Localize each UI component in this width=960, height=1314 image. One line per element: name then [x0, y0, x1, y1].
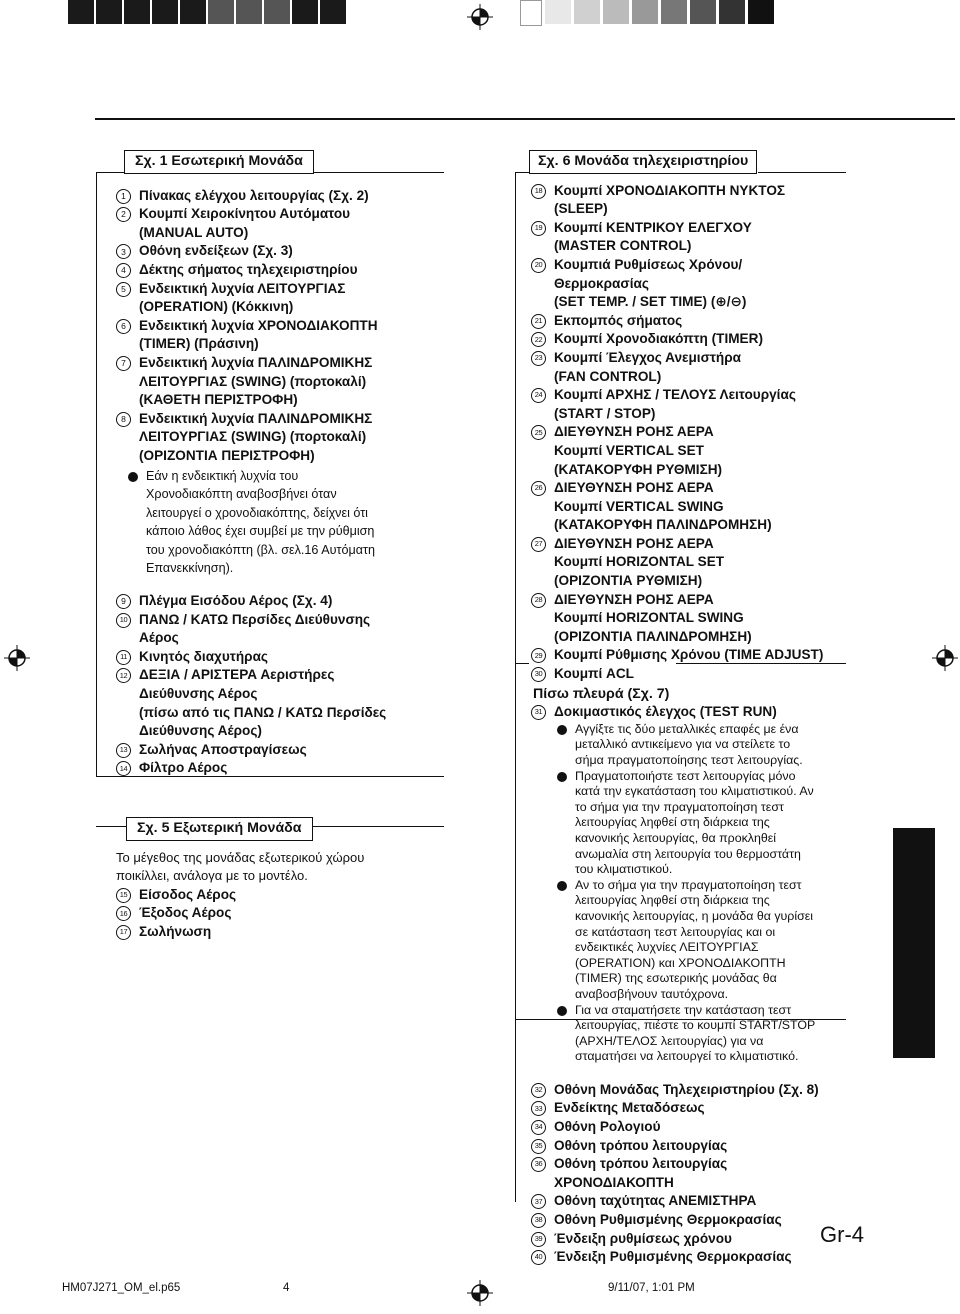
item-text [554, 1248, 792, 1267]
item-line: Ένδειξη ρυθμίσεως χρόνου [554, 1230, 732, 1246]
swatch-dark [152, 0, 178, 24]
list-item [531, 703, 849, 722]
item-line: Διεύθυνσης Αέρος) [139, 723, 262, 739]
item-line: ΔΙΕΥΘΥΝΣΗ ΡΟΗΣ ΑΕΡΑ [554, 424, 714, 440]
list-item [531, 330, 849, 349]
item-line: Κουμπί ACL [554, 666, 634, 682]
item-line: (MANUAL AUTO) [139, 224, 249, 240]
item-text [139, 741, 307, 760]
list-item [531, 182, 849, 219]
text-line: (ΑΡΧΗ/ΤΕΛΟΣ λειτουργίας) για να [575, 1033, 764, 1048]
list-item [531, 1081, 849, 1100]
item-text [139, 886, 236, 905]
text-line: λειτουργίας, πιέστε το κουμπί START/STOP [575, 1018, 816, 1033]
item-text [554, 219, 752, 256]
item-number-badge: 22 [531, 332, 546, 347]
item-text [554, 535, 724, 591]
item-number-badge: 11 [116, 650, 131, 665]
list-item [116, 648, 456, 667]
item-number-badge: 7 [116, 356, 131, 371]
item-number-badge: 31 [531, 705, 546, 720]
text-line: αναβοσβήνουν ταυτόχρονα. [575, 986, 729, 1001]
item-line: Οθόνη τρόπου λειτουργίας [554, 1137, 728, 1153]
item-line: ΛΕΙΤΟΥΡΓΙΑΣ (SWING) (πορτοκαλί) [139, 429, 367, 445]
text-line: Αγγίξτε τις δύο μεταλλικές επαφές με ένα [575, 721, 799, 736]
list-item [531, 1192, 849, 1211]
item-number-badge: 19 [531, 221, 546, 236]
item-text [554, 312, 682, 331]
item-text [554, 1118, 661, 1137]
swatch-dark [124, 0, 150, 24]
list-item [531, 256, 849, 312]
item-text [554, 349, 741, 386]
list-item [116, 886, 456, 905]
outdoor-unit-parts-list [116, 886, 456, 942]
text-line: Εάν η ενδεικτική λυχνία του [146, 468, 299, 483]
swatch-dark [180, 0, 206, 24]
item-line: Οθόνη ταχύτητας ΑΝΕΜΙΣΤΗΡΑ [554, 1193, 757, 1209]
swatch-dark [320, 0, 346, 24]
item-line: (TIMER) (Πράσινη) [139, 336, 259, 352]
item-number-badge: 8 [116, 412, 131, 427]
text-line: κάποιο λάθος έχει συμβεί με την ρύθμιση [146, 524, 375, 539]
item-line: (SLEEP) [554, 201, 608, 217]
item-number-badge: 3 [116, 244, 131, 259]
item-number-badge: 26 [531, 481, 546, 496]
item-line: Κουμπί Ρύθμισης Χρόνου (TIME ADJUST) [554, 647, 824, 663]
list-item [116, 741, 456, 760]
item-text [139, 904, 231, 923]
list-item [116, 592, 456, 611]
item-text [554, 479, 772, 535]
list-item [531, 349, 849, 386]
item-line: Αέρος [139, 630, 179, 646]
item-line: (OPERATION) (Κόκκινη) [139, 299, 294, 315]
item-line: Έξοδος Αέρος [139, 905, 232, 921]
item-number-badge: 33 [531, 1101, 546, 1116]
item-line: Θερμοκρασίας [554, 275, 649, 291]
item-line: Κουμπί Έλεγχος Ανεμιστήρα [554, 349, 741, 365]
text-line: λειτουργίας ληφθεί στη διάρκεια της [575, 815, 770, 830]
section-frame-line [515, 172, 529, 173]
list-item [531, 665, 849, 684]
list-item [531, 591, 849, 647]
registration-mark-icon [467, 4, 493, 30]
text-line: κανονικής λειτουργίας, θα προκληθεί [575, 830, 777, 845]
indoor-unit-parts-list-2 [116, 592, 456, 778]
text-line: ανωμαλία στη λειτουργία του θερμοστάτη [575, 846, 801, 861]
item-text [554, 1081, 819, 1100]
footer-date: 9/11/07, 1:01 PM [608, 1282, 695, 1294]
section-frame-line [515, 663, 529, 664]
item-line: Κουμπί HORIZONTAL SWING [554, 610, 744, 626]
left-column [116, 150, 456, 942]
item-line: Ενδείκτης Μεταδόσεως [554, 1100, 705, 1116]
item-line: Κουμπί ΑΡΧΗΣ / ΤΕΛΟΥΣ Λειτουργίας [554, 387, 796, 403]
item-text [554, 1211, 782, 1230]
item-line: Οθόνη Μονάδας Τηλεχειριστηρίου (Σχ. 8) [554, 1081, 819, 1097]
list-item [116, 759, 456, 778]
text-line: λειτουργεί ο χρονοδιακόπτης, δείχνει ότι [146, 505, 368, 520]
swatch-light [603, 0, 629, 24]
item-number-badge: 16 [116, 906, 131, 921]
bullet-icon [557, 1006, 567, 1016]
swatch-dark [96, 0, 122, 24]
item-line: Κουμπιά Ρυθμίσεως Χρόνου/ [554, 256, 743, 272]
test-run-note [557, 769, 859, 878]
bullet-icon [557, 772, 567, 782]
item-text [554, 1099, 705, 1118]
item-line: (ΚΑΤΑΚΟΡΥΦΗ ΡΥΘΜΙΣΗ) [554, 461, 723, 477]
item-number-badge: 4 [116, 263, 131, 278]
item-line: Φίλτρο Αέρος [139, 760, 228, 776]
page-number: Gr-4 [820, 1222, 864, 1247]
item-line: Σωλήνωση [139, 923, 212, 939]
test-run-note [557, 722, 859, 769]
item-text [554, 1137, 727, 1156]
list-item [116, 317, 456, 354]
swatch-mid [264, 0, 290, 24]
test-run-note [557, 1003, 859, 1065]
item-text [554, 703, 777, 722]
item-line: ΠΑΝΩ / ΚΑΤΩ Περσίδες Διεύθυνσης [139, 611, 371, 627]
item-number-badge: 38 [531, 1213, 546, 1228]
item-line: (ΟΡΙΖΟΝΤΙΑ ΠΑΛΙΝΔΡΟΜΗΣΗ) [554, 628, 752, 644]
test-run-notes [557, 722, 859, 1065]
text-line: το σήμα για την πραγματοποίηση τεστ [575, 799, 784, 814]
item-number-badge: 32 [531, 1083, 546, 1098]
item-line: Εκπομπός σήματος [554, 312, 683, 328]
registration-mark-icon [4, 645, 30, 671]
list-item [531, 219, 849, 256]
item-number-badge: 9 [116, 594, 131, 609]
header-rule [95, 118, 955, 120]
list-item [531, 535, 849, 591]
list-item [116, 242, 456, 261]
text-line: μεταλλικό αντικείμενο για να στείλετε το [575, 737, 791, 752]
item-line: Ενδεικτική λυχνία ΛΕΙΤΟΥΡΓΙΑΣ [139, 280, 346, 296]
item-text [554, 1192, 756, 1211]
item-text [554, 646, 823, 665]
item-line: ΔΙΕΥΘΥΝΣΗ ΡΟΗΣ ΑΕΡΑ [554, 591, 714, 607]
item-line: (ΚΑΤΑΚΟΡΥΦΗ ΠΑΛΙΝΔΡΟΜΗΣΗ) [554, 517, 772, 533]
text-line: ενδεικτικές λυχνίες ΛΕΙΤΟΥΡΓΙΑΣ [575, 940, 759, 955]
list-item [116, 187, 456, 206]
back-side-title: Πίσω πλευρά (Σχ. 7) [529, 685, 673, 704]
item-line: Κουμπί Χρονοδιακόπτη (TIMER) [554, 331, 763, 347]
swatch-dark [748, 0, 774, 24]
item-text [554, 1155, 727, 1192]
list-item [531, 423, 849, 479]
item-text [554, 591, 752, 647]
text-line: (OPERATION) και ΧΡΟΝΟΔΙΑΚΟΠΤΗ [575, 955, 786, 970]
text-line: σήμα πραγματοποίησης τεστ λειτουργίας. [575, 753, 803, 767]
item-number-badge: 39 [531, 1232, 546, 1247]
list-item [531, 479, 849, 535]
item-number-badge: 34 [531, 1120, 546, 1135]
list-item [531, 1099, 849, 1118]
item-number-badge: 15 [116, 888, 131, 903]
text-line: Επανεκκίνηση). [146, 561, 234, 576]
item-line: Οθόνη Ρολογιού [554, 1119, 661, 1135]
item-line: Πλέγμα Εισόδου Αέρος (Σχ. 4) [139, 593, 333, 609]
item-line: Δοκιμαστικός έλεγχος (TEST RUN) [554, 704, 777, 720]
item-text [139, 280, 345, 317]
item-line: (πίσω από τις ΠΑΝΩ / ΚΑΤΩ Περσίδες [139, 704, 387, 720]
timer-note-text [146, 468, 456, 580]
item-line: ΧΡΟΝΟΔΙΑΚΟΠΤΗ [554, 1174, 674, 1190]
list-item [531, 386, 849, 423]
swatch-light [545, 0, 571, 24]
item-line: (ΚΑΘΕΤΗ ΠΕΡΙΣΤΡΟΦΗ) [139, 392, 298, 408]
right-column [529, 150, 849, 1267]
item-number-badge: 37 [531, 1194, 546, 1209]
item-line: Πίνακας ελέγχου λειτουργίας (Σχ. 2) [139, 187, 369, 203]
registration-mark-icon [467, 1280, 493, 1306]
item-line: Κουμπί ΚΕΝΤΡΙΚΟΥ ΕΛΕΓΧΟΥ [554, 219, 752, 235]
item-line: (START / STOP) [554, 405, 656, 421]
item-number-badge: 24 [531, 388, 546, 403]
text-line: Το μέγεθος της μονάδας εξωτερικού χώρου [116, 849, 365, 865]
item-text [139, 261, 358, 280]
list-item [116, 261, 456, 280]
item-line: Κουμπί VERTICAL SET [554, 442, 704, 458]
list-item [116, 904, 456, 923]
bullet-icon [557, 725, 567, 735]
item-line: Ενδεικτική λυχνία ΧΡΟΝΟΔΙΑΚΟΠΤΗ [139, 317, 378, 333]
list-item [531, 1248, 849, 1267]
test-run-item [531, 703, 849, 722]
text-line: ποικίλλει, ανάλογα με το μοντέλο. [116, 868, 308, 884]
item-line: Ενδεικτική λυχνία ΠΑΛΙΝΔΡΟΜΙΚΗΣ [139, 354, 373, 370]
list-item [531, 646, 849, 665]
item-line: (ΟΡΙΖΟΝΤΙΑ ΠΕΡΙΣΤΡΟΦΗ) [139, 447, 315, 463]
item-line: Κουμπί Χειροκίνητου Αυτόματου [139, 206, 351, 222]
remote-control-parts-list [531, 182, 849, 684]
item-line: (FAN CONTROL) [554, 368, 662, 384]
item-text [139, 611, 370, 648]
item-number-badge: 6 [116, 319, 131, 334]
item-line: (ΟΡΙΖΟΝΤΙΑ ΡΥΘΜΙΣΗ) [554, 573, 703, 589]
item-number-badge: 2 [116, 207, 131, 222]
list-item [531, 312, 849, 331]
list-item [116, 280, 456, 317]
text-line: σε κατάσταση τεστ λειτουργίας και οι [575, 924, 776, 939]
fig1-title: Σχ. 1 Εσωτερική Μονάδα [124, 150, 314, 174]
item-text [554, 1230, 732, 1249]
item-text [139, 354, 372, 410]
item-line: Σωλήνας Αποστραγίσεως [139, 741, 307, 757]
fig5-text [116, 849, 456, 886]
registration-mark-icon [932, 645, 958, 671]
list-item [531, 1211, 849, 1230]
remote-display-parts-list [531, 1081, 849, 1267]
item-text [554, 386, 796, 423]
item-text [139, 648, 268, 667]
item-text [139, 205, 350, 242]
item-text [139, 592, 332, 611]
item-number-badge: 13 [116, 743, 131, 758]
item-number-badge: 23 [531, 351, 546, 366]
swatch-mid [236, 0, 262, 24]
item-line: Κουμπί HORIZONTAL SET [554, 554, 725, 570]
list-item [531, 1230, 849, 1249]
list-item [116, 410, 456, 466]
item-text [554, 665, 634, 684]
swatch-dark [719, 0, 745, 24]
item-text [554, 182, 785, 219]
item-line: Ένδειξη Ρυθμισμένης Θερμοκρασίας [554, 1249, 792, 1265]
test-run-note [557, 878, 859, 1003]
swatch-mid [632, 0, 658, 24]
text-line: (TIMER) της εσωτερικής μονάδας θα [575, 971, 777, 986]
item-number-badge: 30 [531, 667, 546, 682]
swatch-light [520, 0, 542, 26]
item-line: Οθόνη Ρυθμισμένης Θερμοκρασίας [554, 1212, 782, 1228]
fig6-title: Σχ. 6 Μονάδα τηλεχειριστηρίου [529, 150, 757, 174]
section-frame-line [96, 172, 97, 776]
item-number-badge: 28 [531, 593, 546, 608]
item-number-badge: 14 [116, 761, 131, 776]
item-number-badge: 25 [531, 425, 546, 440]
text-line: Για να σταματήσετε την κατάσταση τεστ [575, 1002, 792, 1017]
item-line: ΔΙΕΥΘΥΝΣΗ ΡΟΗΣ ΑΕΡΑ [554, 535, 714, 551]
text-line: Χρονοδιακόπτη αναβοσβήνει όταν [146, 487, 337, 502]
item-line: Κουμπί ΧΡΟΝΟΔΙΑΚΟΠΤΗ ΝΥΚΤΟΣ [554, 182, 786, 198]
item-number-badge: 35 [531, 1139, 546, 1154]
swatch-mid [661, 0, 687, 24]
item-text [139, 759, 227, 778]
fig5-title: Σχ. 5 Εξωτερική Μονάδα [126, 817, 313, 841]
text-line: σταματήσει να λειτουργεί το κλιματιστικό. [575, 1049, 799, 1064]
list-item [116, 205, 456, 242]
list-item [116, 666, 456, 740]
list-item [531, 1137, 849, 1156]
item-line: Δέκτης σήματος τηλεχειριστηρίου [139, 261, 358, 277]
bullet-icon [557, 881, 567, 891]
section-tab-marker [893, 828, 935, 1058]
list-item [531, 1155, 849, 1192]
footer-page: 4 [283, 1282, 290, 1294]
item-text [554, 330, 763, 349]
item-line: Κουμπί VERTICAL SWING [554, 498, 724, 514]
item-line: Κινητός διαχυτήρας [139, 648, 268, 664]
item-number-badge: 17 [116, 925, 131, 940]
text-line: του χρονοδιακόπτη (βλ. σελ.16 Αυτόματη [146, 542, 375, 557]
item-text [139, 666, 386, 740]
item-number-badge: 5 [116, 282, 131, 297]
text-line: λειτουργίας ληφθεί στη διάρκεια της [575, 893, 770, 908]
item-text [139, 242, 293, 261]
section-frame-line [515, 172, 516, 1202]
item-number-badge: 27 [531, 537, 546, 552]
text-line: του κλιματιστικού. [575, 862, 673, 877]
item-line: (MASTER CONTROL) [554, 238, 692, 254]
item-number-badge: 21 [531, 314, 546, 329]
list-item [531, 1118, 849, 1137]
timer-note [116, 468, 456, 580]
item-text [554, 423, 722, 479]
item-line: Οθόνη τρόπου λειτουργίας [554, 1156, 728, 1172]
bullet-icon [128, 472, 138, 482]
item-text [554, 256, 746, 312]
item-text [139, 317, 378, 354]
list-item [116, 923, 456, 942]
item-number-badge: 18 [531, 184, 546, 199]
item-number-badge: 1 [116, 189, 131, 204]
footer-filename: HM07J271_OM_el.p65 [62, 1282, 181, 1294]
indoor-unit-parts-list [116, 187, 456, 466]
item-line: (SET TEMP. / SET TIME) (⊕/⊖) [554, 294, 747, 310]
item-text [139, 923, 211, 942]
item-number-badge: 20 [531, 258, 546, 273]
item-line: Διεύθυνσης Αέρος [139, 686, 258, 702]
swatch-mid [208, 0, 234, 24]
item-number-badge: 40 [531, 1250, 546, 1265]
item-line: ΛΕΙΤΟΥΡΓΙΑΣ (SWING) (πορτοκαλί) [139, 373, 367, 389]
list-item [116, 611, 456, 648]
item-line: Οθόνη ενδείξεων (Σχ. 3) [139, 243, 293, 259]
item-line: ΔΙΕΥΘΥΝΣΗ ΡΟΗΣ ΑΕΡΑ [554, 480, 714, 496]
text-line: Πραγματοποιήστε τεστ λειτουργίας μόνο [575, 768, 796, 783]
item-number-badge: 36 [531, 1157, 546, 1172]
item-number-badge: 10 [116, 613, 131, 628]
swatch-light [574, 0, 600, 24]
item-text [139, 410, 372, 466]
item-line: Ενδεικτική λυχνία ΠΑΛΙΝΔΡΟΜΙΚΗΣ [139, 410, 373, 426]
item-text [139, 187, 369, 206]
swatch-mid [690, 0, 716, 24]
item-number-badge: 29 [531, 648, 546, 663]
text-line: κατά την εγκατάσταση του κλιματιστικού. Αν [575, 784, 814, 799]
list-item [116, 354, 456, 410]
item-line: Είσοδος Αέρος [139, 886, 237, 902]
text-line: κανονικής λειτουργίας, η μονάδα θα γυρίσει [575, 908, 814, 923]
item-line: ΔΕΞΙΑ / ΑΡΙΣΤΕΡΑ Αεριστήρες [139, 667, 335, 683]
swatch-dark [68, 0, 94, 24]
item-number-badge: 12 [116, 668, 131, 683]
swatch-dark [292, 0, 318, 24]
text-line: Αν το σήμα για την πραγματοποίηση τεστ [575, 877, 802, 892]
